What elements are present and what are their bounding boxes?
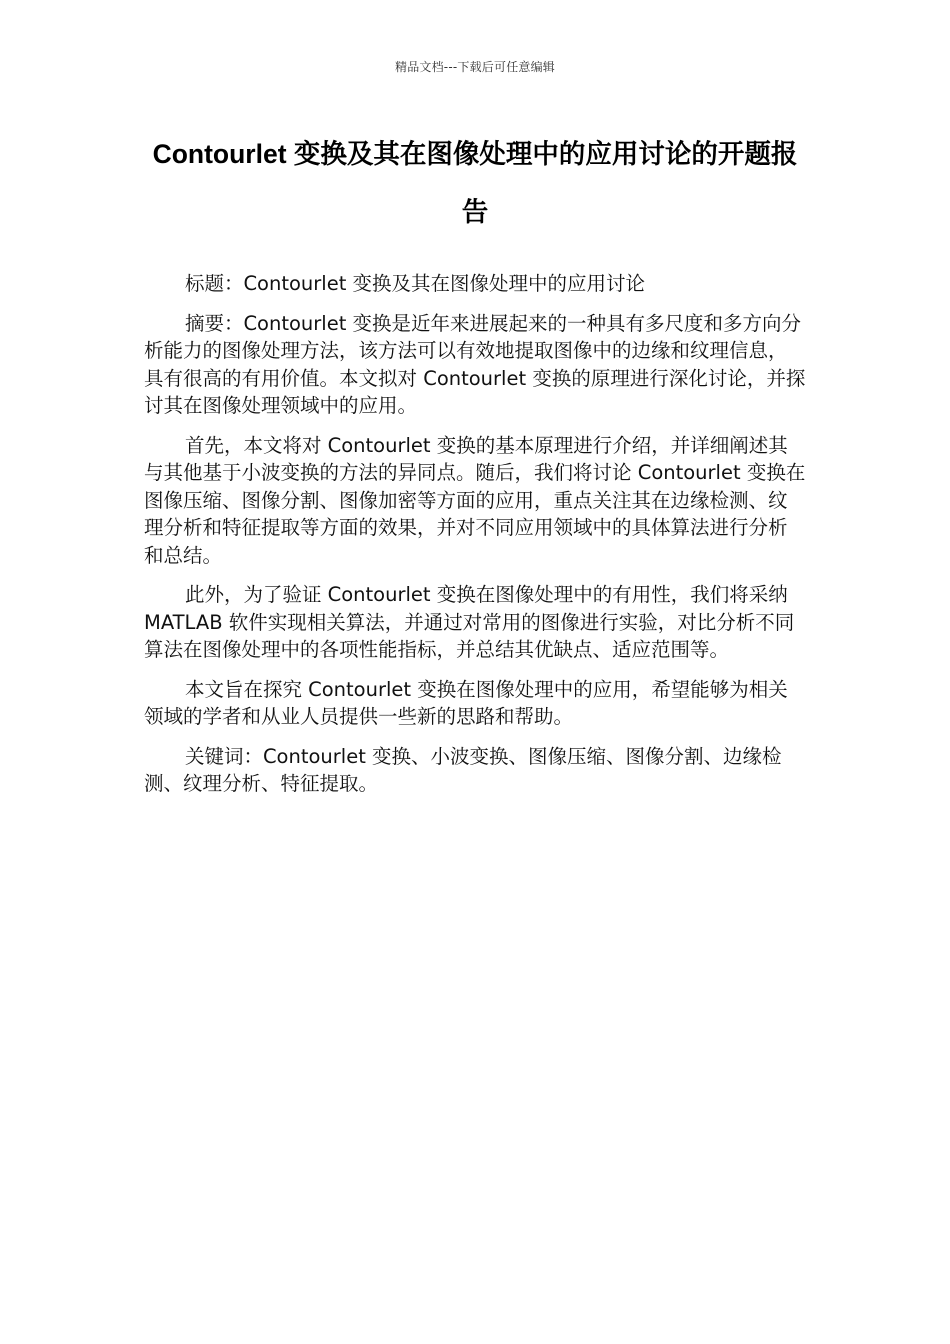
- paragraph-subject: 标题：Contourlet 变换及其在图像处理中的应用讨论: [184, 272, 646, 295]
- header-note: 精品文档---下载后可任意编辑: [395, 60, 555, 74]
- paragraph-keywords: 关键词：Contourlet 变换、小波变换、图像压缩、图像分割、边缘检测、纹理分析、特征提取。: [144, 744, 782, 795]
- paragraph-abstract: 摘要：Contourlet 变换是近年来进展起来的一种具有多尺度和多方向分析能力的图像处理方法，该方法可以有效地提取图像中的边缘和纹理信息，具有很高的有用价值。本文拟对 Contourlet 变换的原理进行深化讨论，并探讨其在图像处理领域中的应用。: [144, 311, 806, 417]
- document-title: Contourlet 变换及其在图像处理中的应用讨论的开题报告: [152, 139, 798, 227]
- paragraph-first: 首先，本文将对 Contourlet 变换的基本原理进行介绍，并详细阐述其与其他基于小波变换的方法的异同点。随后，我们将讨论 Contourlet 变换在图像压缩、图像分割、图像加密等方面的应用，重点关注其在边缘检测、纹理分析和特征提取等方面的效果，并对不同应用领域中的具体算法进行分析和总结。: [144, 433, 806, 567]
- paragraph-purpose: 本文旨在探究 Contourlet 变换在图像处理中的应用，希望能够为相关领域的学者和从业人员提供一些新的思路和帮助。: [144, 677, 788, 728]
- document-body: [144, 270, 806, 810]
- paragraph-additionally: 此外，为了验证 Contourlet 变换在图像处理中的有用性，我们将采纳 MATLAB 软件实现相关算法，并通过对常用的图像进行实验，对比分析不同算法在图像处理中的各项性能指标，并总结其优缺点、适应范围等。: [144, 583, 795, 661]
